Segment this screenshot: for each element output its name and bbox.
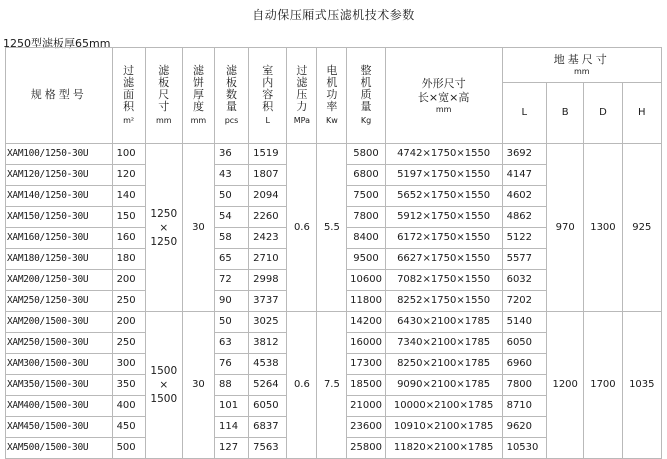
foundation-L-cell: 7202 [502,291,546,312]
header-foundation-B: B [547,83,584,144]
model-cell: XAM400/1500-30U [6,396,113,417]
chamber-volume-cell: 3025 [249,312,287,333]
chamber-volume-cell: 7563 [249,438,287,459]
plate-count-cell: 101 [214,396,248,417]
foundation-L-cell: 4602 [502,186,546,207]
model-cell: XAM200/1250-30U [6,270,113,291]
machine-weight-cell: 11800 [347,291,385,312]
machine-weight-cell: 9500 [347,249,385,270]
table-head [6,48,662,144]
plate-count-cell: 90 [214,291,248,312]
plate-count-cell: 50 [214,312,248,333]
plate-count-cell: 72 [214,270,248,291]
header-cake-thickness: 滤饼厚度 mm [182,48,214,144]
outer-dimensions-cell: 6172×1750×1550 [385,228,502,249]
header-foundation-D: D [584,83,622,144]
machine-weight-cell: 21000 [347,396,385,417]
header-foundation: 地基尺寸 mm [502,48,661,83]
page-title: 自动保压厢式压滤机技术参数 [252,8,415,22]
header-area: 过滤面积 m² [112,48,145,144]
header-outer-dimensions: 外形尺寸 长×宽×高 mm [385,48,502,144]
foundation-L-cell: 5577 [502,249,546,270]
model-cell: XAM160/1250-30U [6,228,113,249]
machine-weight-cell: 23600 [347,417,385,438]
foundation-H-cell: 925 [622,144,661,312]
header-chamber-volume: 室内容积 L [249,48,287,144]
foundation-L-cell: 8710 [502,396,546,417]
model-cell: XAM350/1500-30U [6,375,113,396]
machine-weight-cell: 10600 [347,270,385,291]
model-cell: XAM200/1500-30U [6,312,113,333]
chamber-volume-cell: 2260 [249,207,287,228]
plate-count-cell: 43 [214,165,248,186]
area-cell: 120 [112,165,145,186]
area-cell: 400 [112,396,145,417]
foundation-D-cell: 1700 [584,312,622,459]
machine-weight-cell: 16000 [347,333,385,354]
machine-weight-cell: 7500 [347,186,385,207]
model-cell: XAM500/1500-30U [6,438,113,459]
foundation-L-cell: 3692 [502,144,546,165]
table-subtitle: 1250型滤板厚65mm [3,37,111,50]
area-cell: 250 [112,291,145,312]
plate-count-cell: 114 [214,417,248,438]
filter-pressure-cell: 0.6 [287,144,317,312]
cake-thickness-cell: 30 [182,312,214,459]
machine-weight-cell: 6800 [347,165,385,186]
area-cell: 180 [112,249,145,270]
plate-count-cell: 127 [214,438,248,459]
outer-dimensions-cell: 10000×2100×1785 [385,396,502,417]
chamber-volume-cell: 1519 [249,144,287,165]
area-cell: 500 [112,438,145,459]
header-machine-weight: 整机质量 Kg [347,48,385,144]
model-cell: XAM300/1500-30U [6,354,113,375]
foundation-L-cell: 7800 [502,375,546,396]
header-filter-pressure: 过滤压力 MPa [287,48,317,144]
outer-dimensions-cell: 6430×2100×1785 [385,312,502,333]
area-cell: 150 [112,207,145,228]
foundation-L-cell: 6050 [502,333,546,354]
plate-size-cell: 1250 × 1250 [145,144,182,312]
foundation-H-cell: 1035 [622,312,661,459]
chamber-volume-cell: 6050 [249,396,287,417]
model-cell: XAM150/1250-30U [6,207,113,228]
model-cell: XAM450/1500-30U [6,417,113,438]
model-cell: XAM100/1250-30U [6,144,113,165]
plate-count-cell: 54 [214,207,248,228]
chamber-volume-cell: 5264 [249,375,287,396]
header-foundation-L: L [502,83,546,144]
machine-weight-cell: 5800 [347,144,385,165]
header-foundation-H: H [622,83,661,144]
model-cell: XAM180/1250-30U [6,249,113,270]
area-cell: 300 [112,354,145,375]
foundation-L-cell: 10530 [502,438,546,459]
area-cell: 140 [112,186,145,207]
machine-weight-cell: 7800 [347,207,385,228]
outer-dimensions-cell: 8252×1750×1550 [385,291,502,312]
outer-dimensions-cell: 5197×1750×1550 [385,165,502,186]
chamber-volume-cell: 3812 [249,333,287,354]
chamber-volume-cell: 3737 [249,291,287,312]
chamber-volume-cell: 6837 [249,417,287,438]
chamber-volume-cell: 1807 [249,165,287,186]
foundation-L-cell: 5122 [502,228,546,249]
outer-dimensions-cell: 5912×1750×1550 [385,207,502,228]
foundation-L-cell: 9620 [502,417,546,438]
area-cell: 200 [112,270,145,291]
chamber-volume-cell: 2094 [249,186,287,207]
area-cell: 350 [112,375,145,396]
model-cell: XAM140/1250-30U [6,186,113,207]
outer-dimensions-cell: 11820×2100×1785 [385,438,502,459]
outer-dimensions-cell: 10910×2100×1785 [385,417,502,438]
plate-count-cell: 76 [214,354,248,375]
chamber-volume-cell: 2423 [249,228,287,249]
area-cell: 200 [112,312,145,333]
group-1250 [6,144,662,312]
outer-dimensions-cell: 4742×1750×1550 [385,144,502,165]
outer-dimensions-cell: 8250×2100×1785 [385,354,502,375]
foundation-B-cell: 1200 [547,312,584,459]
plate-count-cell: 63 [214,333,248,354]
chamber-volume-cell: 2710 [249,249,287,270]
outer-dimensions-cell: 9090×2100×1785 [385,375,502,396]
outer-dimensions-cell: 6627×1750×1550 [385,249,502,270]
motor-power-cell: 5.5 [317,144,347,312]
foundation-L-cell: 4862 [502,207,546,228]
machine-weight-cell: 18500 [347,375,385,396]
plate-count-cell: 65 [214,249,248,270]
header-plate-size: 滤板尺寸 mm [145,48,182,144]
machine-weight-cell: 25800 [347,438,385,459]
area-cell: 160 [112,228,145,249]
table-row [6,312,662,333]
model-cell: XAM120/1250-30U [6,165,113,186]
plate-count-cell: 88 [214,375,248,396]
filter-pressure-cell: 0.6 [287,312,317,459]
machine-weight-cell: 8400 [347,228,385,249]
foundation-B-cell: 970 [547,144,584,312]
model-cell: XAM250/1500-30U [6,333,113,354]
spec-table [5,47,662,459]
plate-count-cell: 36 [214,144,248,165]
area-cell: 450 [112,417,145,438]
group-1500 [6,312,662,459]
table-row [6,144,662,165]
outer-dimensions-cell: 5652×1750×1550 [385,186,502,207]
motor-power-cell: 7.5 [317,312,347,459]
machine-weight-cell: 14200 [347,312,385,333]
model-cell: XAM250/1250-30U [6,291,113,312]
foundation-D-cell: 1300 [584,144,622,312]
foundation-L-cell: 4147 [502,165,546,186]
chamber-volume-cell: 4538 [249,354,287,375]
cake-thickness-cell: 30 [182,144,214,312]
header-motor-power: 电机功率 Kw [317,48,347,144]
foundation-L-cell: 6960 [502,354,546,375]
outer-dimensions-cell: 7340×2100×1785 [385,333,502,354]
plate-count-cell: 50 [214,186,248,207]
plate-size-cell: 1500 × 1500 [145,312,182,459]
area-cell: 100 [112,144,145,165]
machine-weight-cell: 17300 [347,354,385,375]
header-plate-count: 滤板数量 pcs [214,48,248,144]
header-model: 规格型号 [6,48,113,144]
area-cell: 250 [112,333,145,354]
chamber-volume-cell: 2998 [249,270,287,291]
foundation-L-cell: 5140 [502,312,546,333]
plate-count-cell: 58 [214,228,248,249]
outer-dimensions-cell: 7082×1750×1550 [385,270,502,291]
foundation-L-cell: 6032 [502,270,546,291]
